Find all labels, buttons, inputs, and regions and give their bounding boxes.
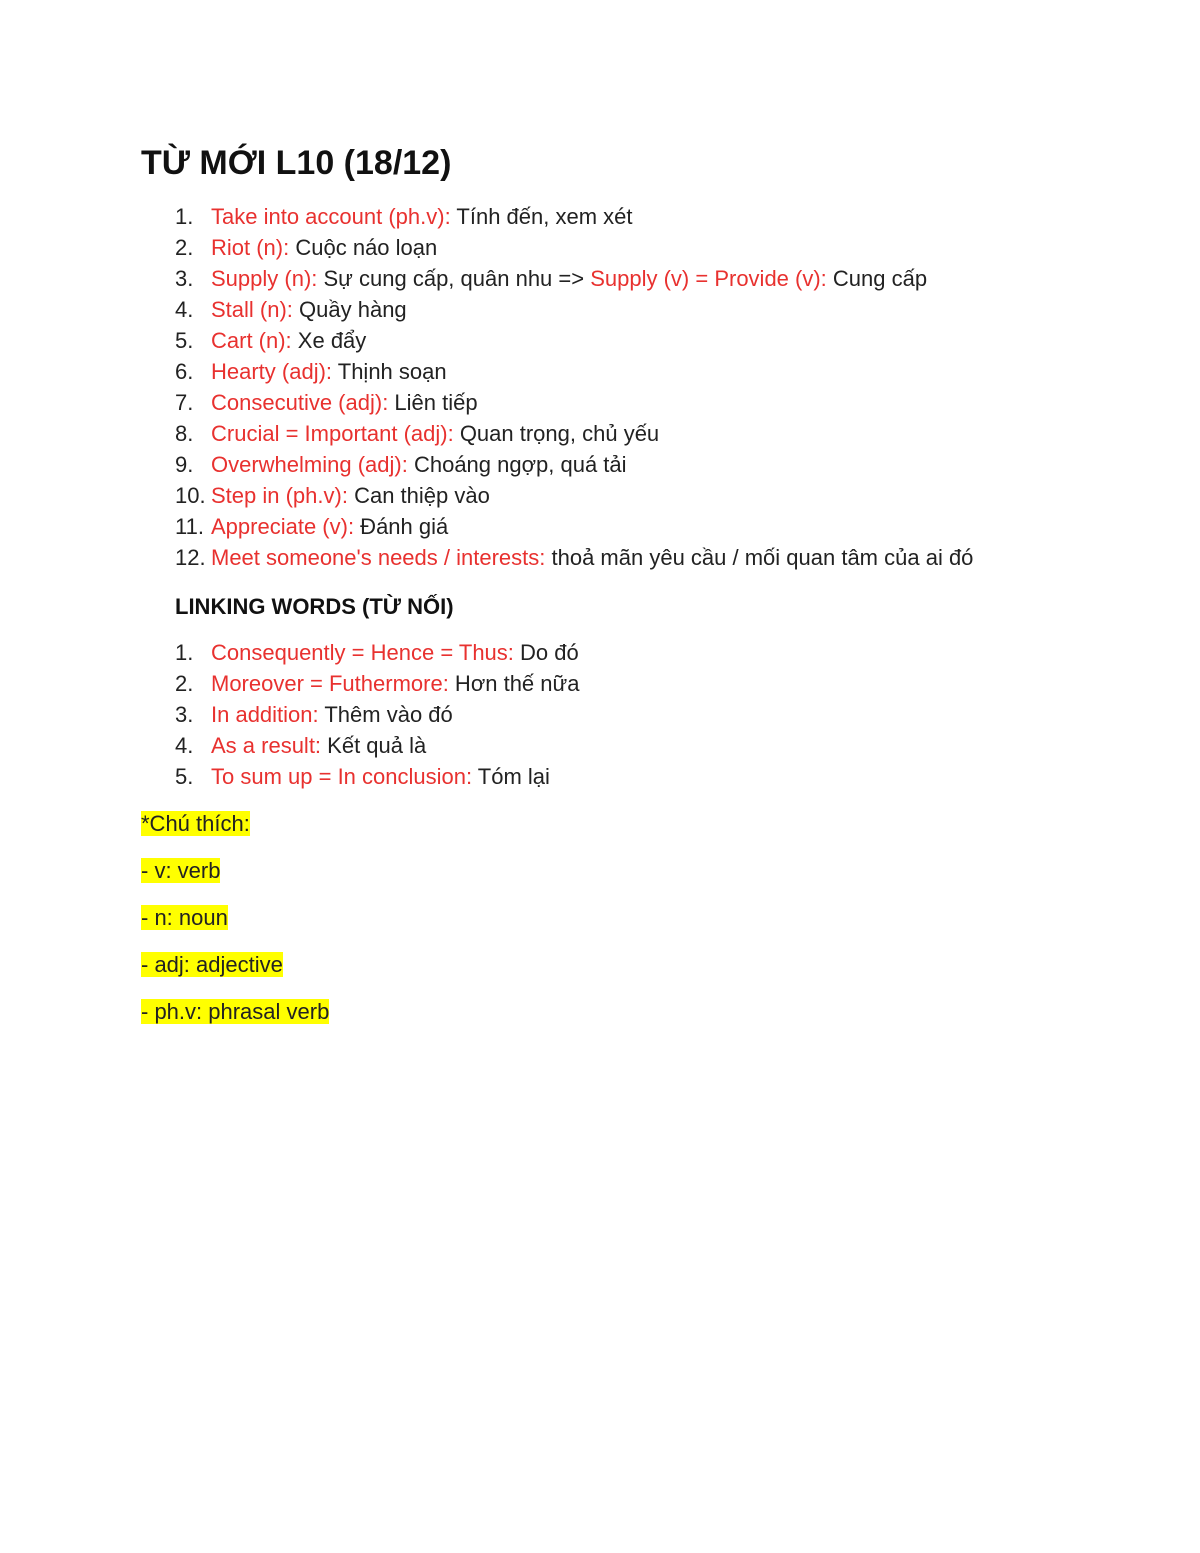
- item-number: 3.: [175, 266, 194, 291]
- vocab-definition: Đánh giá: [354, 514, 449, 539]
- item-number: 2.: [175, 235, 194, 260]
- item-number: 2.: [175, 671, 194, 696]
- item-number: 10.: [175, 483, 206, 508]
- vocab-definition: Quan trọng, chủ yếu: [453, 421, 660, 446]
- vocab-definition: Quầy hàng: [292, 297, 407, 322]
- vocab-definition: Choáng ngợp, quá tải: [407, 452, 627, 477]
- item-number: 6.: [175, 359, 194, 384]
- vocab-definition: Thịnh soạn: [332, 359, 447, 384]
- page-title: TỪ MỚI L10 (18/12): [141, 144, 452, 182]
- vocab-term: Cart (n):: [211, 328, 292, 353]
- item-number: 1.: [175, 204, 194, 229]
- vocab-definition: Liên tiếp: [388, 390, 478, 415]
- linking-definition: Do đó: [513, 640, 579, 665]
- vocab-definition: Xe đẩy: [291, 328, 367, 353]
- item-number: 7.: [175, 390, 194, 415]
- item-number: 8.: [175, 421, 194, 446]
- highlighted-text: - n: noun: [141, 905, 228, 930]
- item-number: 11.: [175, 514, 204, 539]
- note-item: [141, 950, 283, 979]
- vocab-term: Meet someone's needs / interests:: [211, 545, 546, 570]
- linking-definition: Thêm vào đó: [318, 702, 453, 727]
- note-item: [141, 856, 220, 885]
- linking-term: As a result:: [211, 733, 322, 758]
- vocab-term: Supply (n):: [211, 266, 318, 291]
- notes-heading: [141, 809, 250, 838]
- vocab-definition: Tính đến, xem xét: [450, 204, 633, 229]
- vocab-term: Appreciate (v):: [211, 514, 355, 539]
- note-item: [141, 997, 329, 1026]
- highlighted-text: - v: verb: [141, 858, 221, 883]
- linking-definition: Hơn thế nữa: [448, 671, 580, 696]
- item-number: 4.: [175, 297, 194, 322]
- vocab-term: Take into account (ph.v):: [211, 204, 451, 229]
- linking-term: Consequently = Hence = Thus:: [211, 640, 514, 665]
- vocab-term: Step in (ph.v):: [211, 483, 348, 508]
- item-number: 5.: [175, 328, 194, 353]
- linking-definition: Tóm lại: [472, 764, 550, 789]
- vocab-definition: Can thiệp vào: [347, 483, 490, 508]
- vocab-term: Overwhelming (adj):: [211, 452, 408, 477]
- highlighted-text: - adj: adjective: [141, 952, 283, 977]
- highlighted-text: - ph.v: phrasal verb: [141, 999, 330, 1024]
- note-item: [141, 903, 228, 932]
- vocab-term-secondary: Supply (v) = Provide (v):: [590, 266, 827, 291]
- vocab-definition: Cuộc náo loạn: [289, 235, 438, 260]
- linking-definition: Kết quả là: [321, 733, 427, 758]
- item-number: 12.: [175, 545, 206, 570]
- vocab-definition-secondary: Cung cấp: [826, 266, 928, 291]
- item-number: 9.: [175, 452, 194, 477]
- highlighted-text: *Chú thích:: [141, 811, 250, 836]
- vocab-term: Crucial = Important (adj):: [211, 421, 454, 446]
- vocab-term: Stall (n):: [211, 297, 293, 322]
- linking-term: In addition:: [211, 702, 319, 727]
- vocab-term: Consecutive (adj):: [211, 390, 389, 415]
- item-number: 4.: [175, 733, 194, 758]
- linking-term: To sum up = In conclusion:: [211, 764, 473, 789]
- item-number: 1.: [175, 640, 194, 665]
- vocab-definition: Sự cung cấp, quân nhu =>: [317, 266, 591, 291]
- vocab-term: Hearty (adj):: [211, 359, 333, 384]
- linking-term: Moreover = Futhermore:: [211, 671, 449, 696]
- vocab-term: Riot (n):: [211, 235, 290, 260]
- vocab-definition: thoả mãn yêu cầu / mối quan tâm của ai đó: [545, 545, 974, 570]
- item-number: 3.: [175, 702, 194, 727]
- item-number: 5.: [175, 764, 194, 789]
- linking-words-heading: LINKING WORDS (TỪ NỐI): [175, 594, 454, 619]
